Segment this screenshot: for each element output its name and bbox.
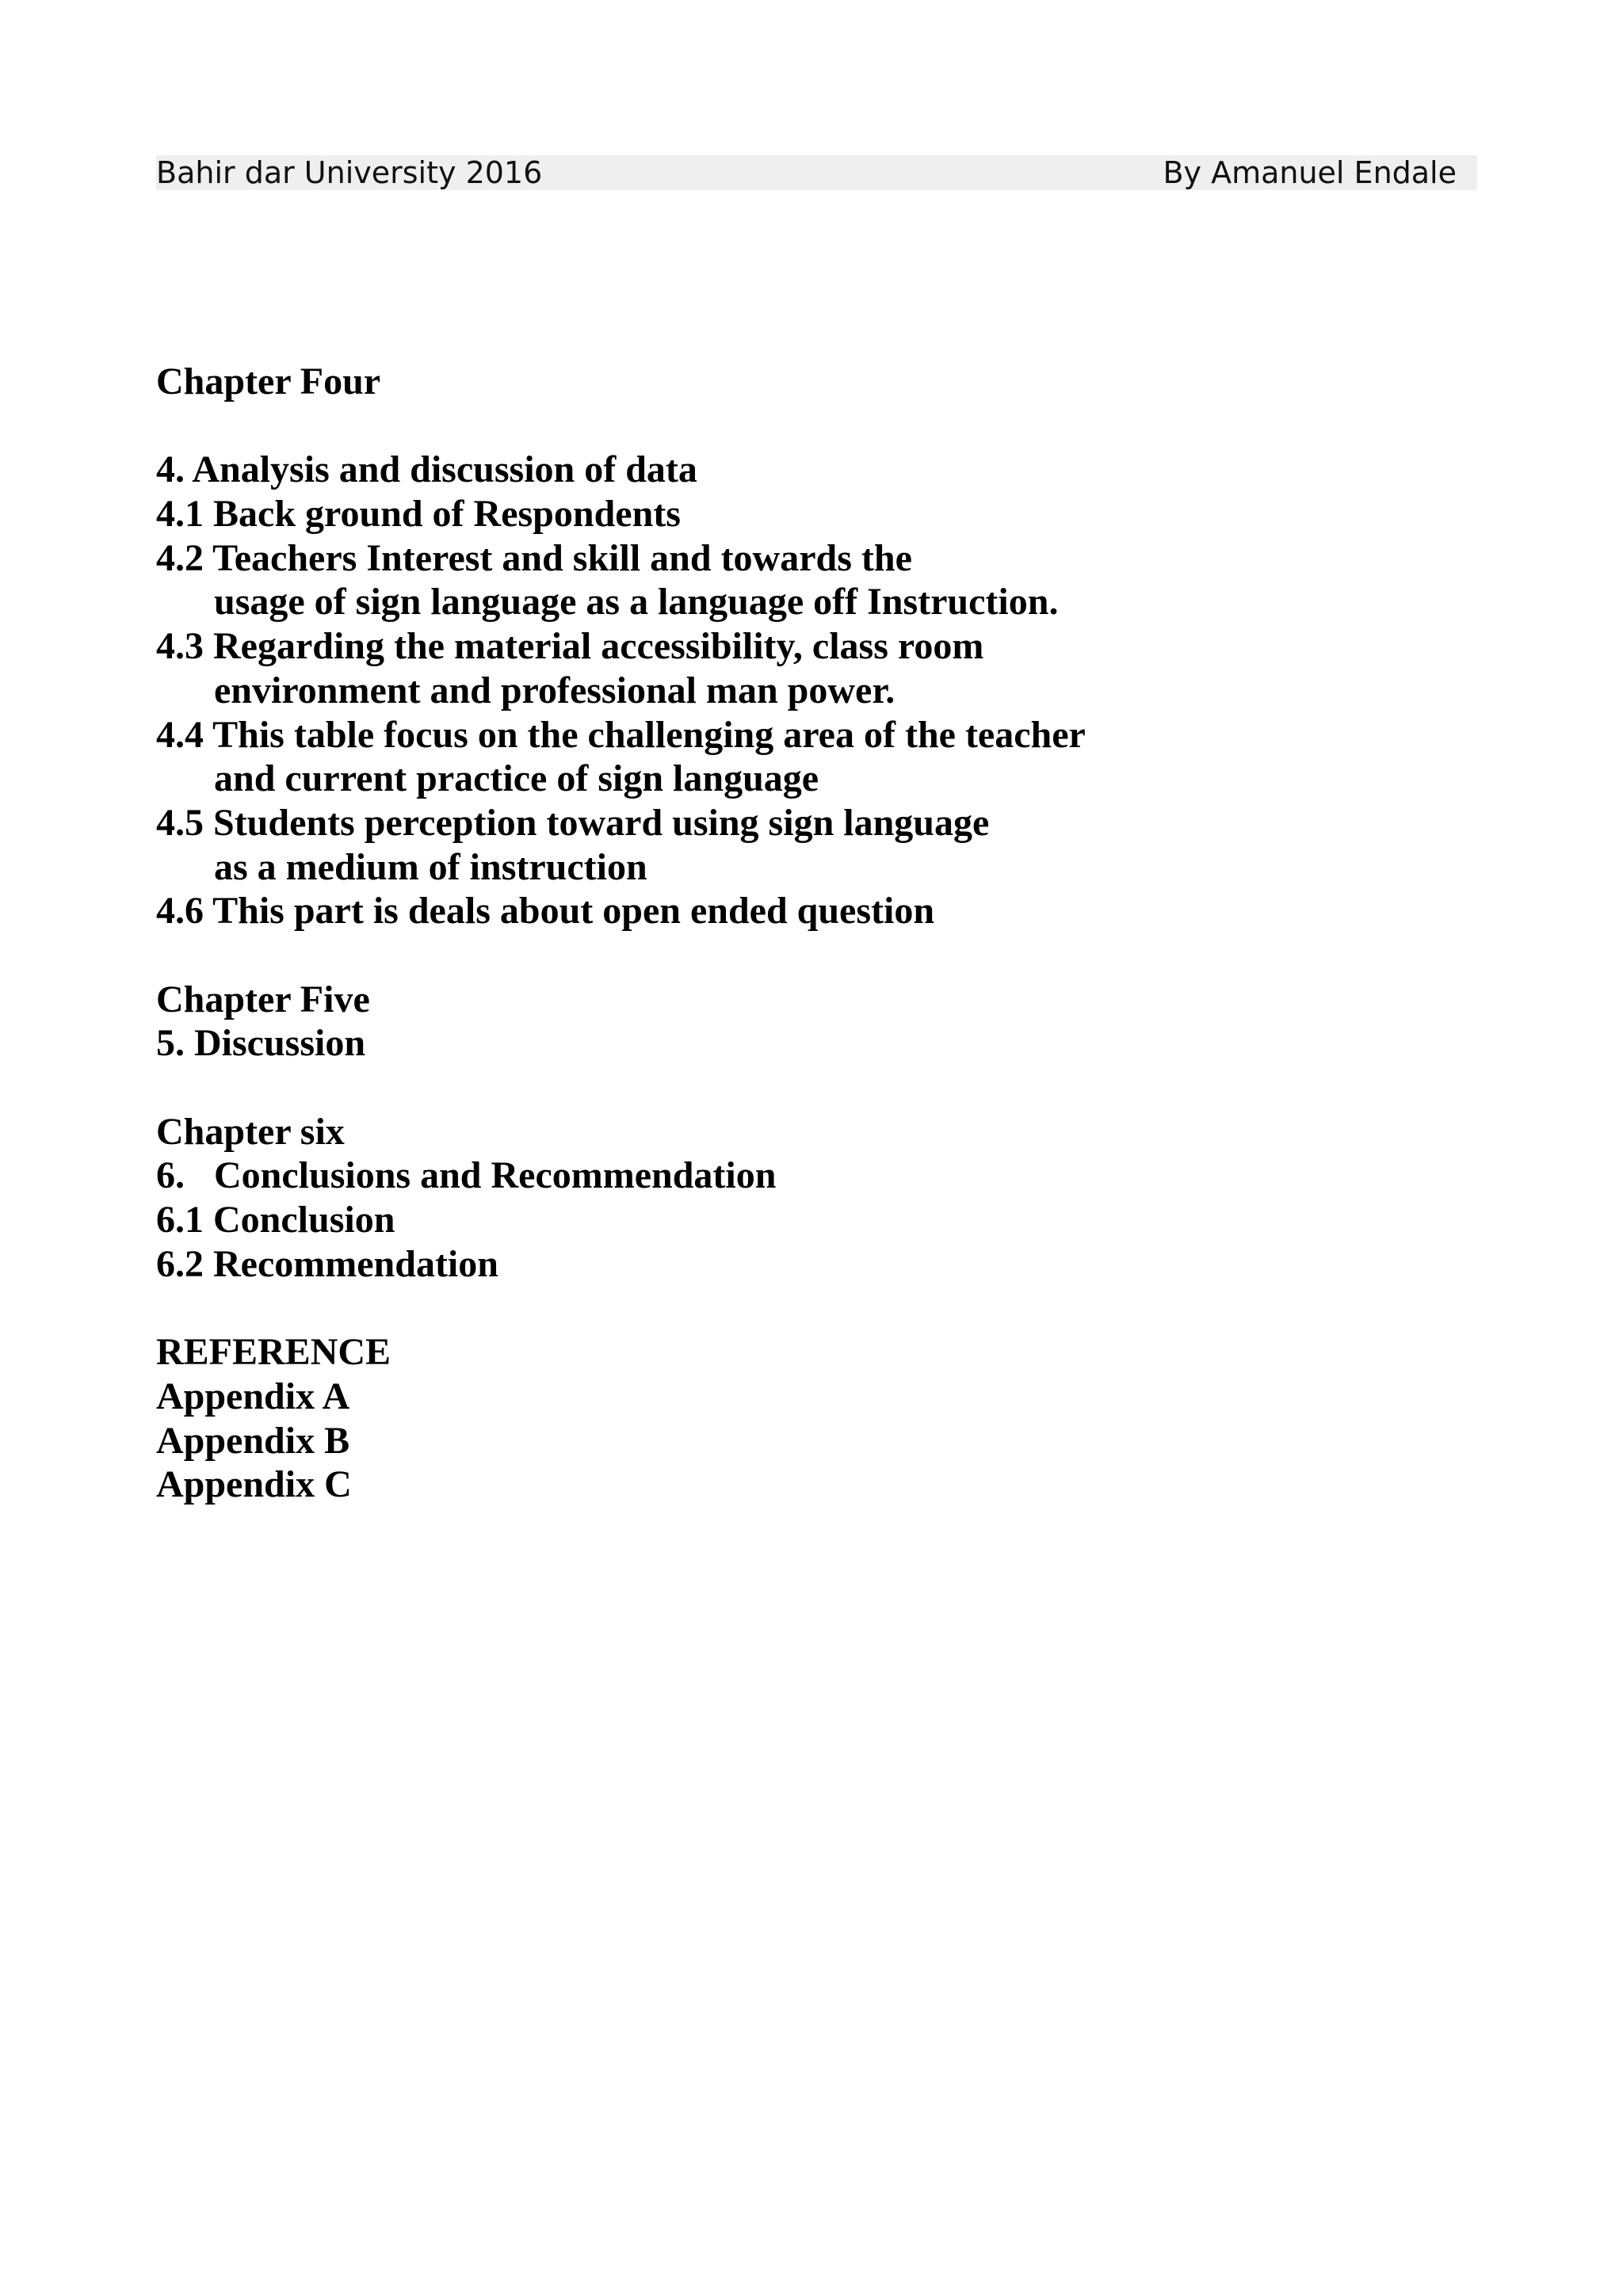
chapter-five-heading: Chapter Five xyxy=(156,978,370,1020)
toc-entry-6-text: Conclusions and Recommendation xyxy=(214,1154,777,1197)
header-institution: Bahir dar University 2016 xyxy=(156,155,543,190)
toc-entry-6-2: 6.2 Recommendation xyxy=(156,1242,498,1285)
toc-entry-4-5-continued: as a medium of instruction xyxy=(214,845,647,888)
page-header xyxy=(156,155,1477,190)
spacer xyxy=(156,1066,1424,1110)
table-of-contents xyxy=(156,360,1424,1507)
toc-entry-4-6: 4.6 This part is deals about open ended question xyxy=(156,890,935,933)
toc-entry-6-1: 6.1 Conclusion xyxy=(156,1199,395,1241)
spacer xyxy=(156,1286,1424,1330)
appendix-c: Appendix C xyxy=(156,1463,352,1506)
spacer xyxy=(156,933,1424,978)
toc-entry-6 xyxy=(156,1154,1424,1198)
header-author: By Amanuel Endale xyxy=(1163,155,1457,190)
appendix-b: Appendix B xyxy=(156,1419,350,1462)
toc-entry-4-4-continued: and current practice of sign language xyxy=(214,757,819,800)
toc-entry-4-3: 4.3 Regarding the material accessibility, class room xyxy=(156,625,984,668)
toc-entry-5: 5. Discussion xyxy=(156,1022,366,1065)
toc-entry-4-5: 4.5 Students perception toward using sign language xyxy=(156,801,990,844)
toc-entry-4-2-continued: usage of sign language as a language off Instruction. xyxy=(214,581,1059,624)
appendix-a: Appendix A xyxy=(156,1375,350,1417)
spacer xyxy=(156,404,1424,448)
chapter-six-heading: Chapter six xyxy=(156,1110,345,1153)
toc-entry-6-number: 6. xyxy=(156,1154,185,1197)
toc-entry-4-3-continued: environment and professional man power. xyxy=(214,669,896,711)
toc-entry-4: 4. Analysis and discussion of data xyxy=(156,448,697,491)
toc-entry-4-1: 4.1 Back ground of Respondents xyxy=(156,493,681,536)
toc-entry-4-4: 4.4 This table focus on the challenging area of the teacher xyxy=(156,713,1086,756)
toc-entry-4-2: 4.2 Teachers Interest and skill and towards the xyxy=(156,536,912,579)
chapter-four-heading: Chapter Four xyxy=(156,360,381,402)
reference-heading: REFERENCE xyxy=(156,1331,391,1374)
